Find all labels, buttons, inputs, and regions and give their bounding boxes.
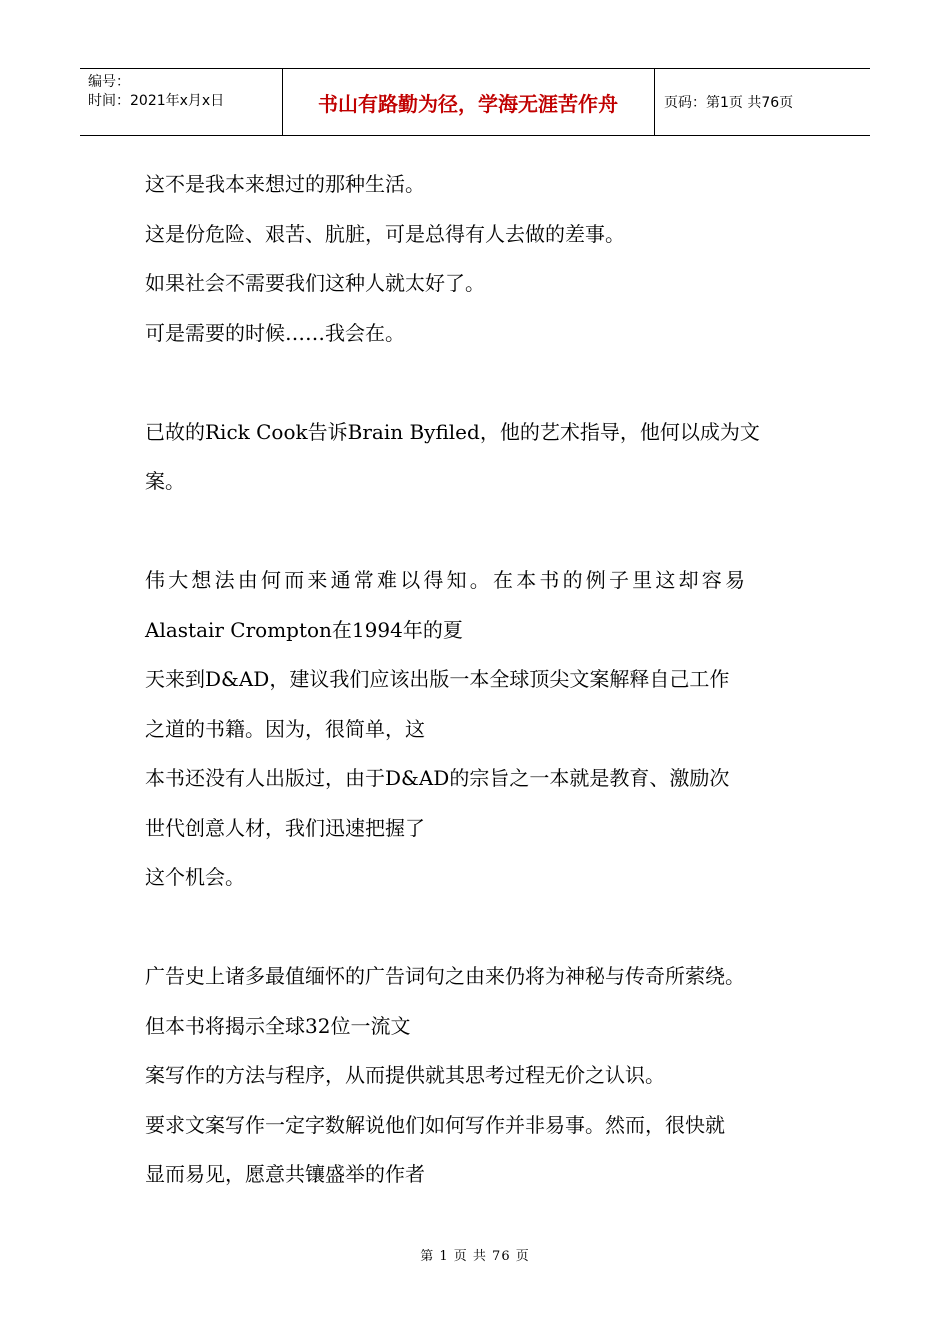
header-motto: 书山有路勤为径，学海无涯苦作舟 xyxy=(318,91,618,116)
header-number-label: 编号： xyxy=(88,74,130,90)
page-footer: 第 1 页 共 76 页 xyxy=(420,1249,530,1264)
body-line: 要求文案写作一定字数解说他们如何写作并非易事。然而，很快就 xyxy=(145,1112,725,1137)
body-line: 这个机会。 xyxy=(145,865,245,889)
header-divider-right xyxy=(654,69,655,135)
body-line: 案。 xyxy=(145,469,185,493)
body-line: 但本书将揭示全球32位一流文 xyxy=(145,1013,411,1038)
body-line: 可是需要的时候……我会在。 xyxy=(145,320,405,345)
body-line: 本书还没有人出版过，由于D&AD的宗旨之一本就是教育、激励次 xyxy=(145,766,730,790)
body-line: 这不是我本来想过的那种生活。 xyxy=(145,172,425,196)
body-line: 天来到D&AD，建议我们应该出版一本全球顶尖文案解释自己工作 xyxy=(145,667,730,691)
blank-line xyxy=(145,903,825,953)
blank-line xyxy=(145,358,825,408)
body-line: 世代创意人材，我们迅速把握了 xyxy=(145,815,425,840)
body-line: Alastair Crompton在1994年的夏 xyxy=(145,617,463,642)
header-time-label: 时间：2021年x月x日 xyxy=(88,93,225,109)
body-line: 已故的Rick Cook告诉Brain Byfiled，他的艺术指导，他何以成为文 xyxy=(145,419,760,444)
header-page-label: 页码：第1页 共76页 xyxy=(664,95,794,111)
body-line: 广告史上诸多最值缅怀的广告词句之由来仍将为神秘与传奇所萦绕。 xyxy=(145,964,745,988)
header-meta xyxy=(88,73,224,111)
document-header xyxy=(80,68,870,136)
body-line: 案写作的方法与程序，从而提供就其思考过程无价之认识。 xyxy=(145,1063,665,1087)
blank-line xyxy=(145,507,825,557)
body-line: 伟大想法由何而来通常难以得知。在本书的例子里这却容易 xyxy=(145,568,749,592)
body-line: 之道的书籍。因为，很简单，这 xyxy=(145,716,425,741)
document-body xyxy=(145,160,825,1200)
body-line: 如果社会不需要我们这种人就太好了。 xyxy=(145,271,485,295)
body-line: 显而易见，愿意共镶盛举的作者 xyxy=(145,1162,425,1186)
body-line: 这是份危险、艰苦、肮脏，可是总得有人去做的差事。 xyxy=(145,221,625,246)
